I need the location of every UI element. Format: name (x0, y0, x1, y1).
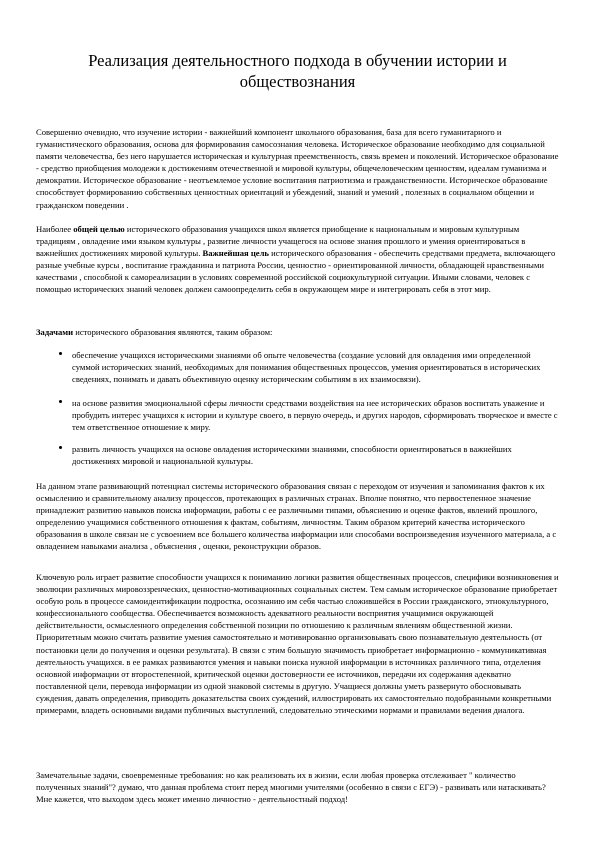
list-item-text: на основе развития эмоциональной сферы личности средствами воздействия на нее исторических образов воспитать уважение и пробудить интерес учащихся к истории и культуре своего, в первую очередь, и других народов, сформировать творческое и вместе с тем ответственное отношение к миру. (72, 398, 558, 433)
paragraph-tasks-heading (36, 326, 560, 338)
list-item-text: развить личность учащихся на основе овладения историческими знаниями, способности ориентироваться в важнейших достижениях мировой и национальной культуры. (72, 444, 512, 467)
paragraph-key-role: Ключевую роль играет развитие способности учащихся к пониманию логики развития общественных процессов, специфики возникновения и эволюции различных мировоззренческих, ценностно-мотивационных социальных систем. Тем самым историческое образование приобретает особую роль в процессе самоидентификации подростка, осознанию им себя частью сложившейся в России гражданского, этнокультурного, конфессионального сообщества. Обеспечивается возможность адекватного реальности восприятия учащимися окружающей действительности, осмысленного определения собственной позиции по отношению к различным явлениям общественной жизни. Приоритетным можно считать развитие умения самостоятельно и мотивированно организовывать свою познавательную деятельность (от постановки цели до получения и оценки результата). В связи с этим большую значимость приобретает информационно - коммуникативная деятельность учащихся. в ее рамках развиваются умения и навыки поиска нужной информации в источниках различного типа, отделения основной информации от второстепенной, критической оценки достоверности ее источников, передачи их содержания адекватно поставленной цели, перевода информации из одной знаковой системы в другую. Учащиеся должны уметь развернуто обосновывать суждения, давать определения, приводить доказательства своих суждений, иллюстрировать их самостоятельно подобранными конкретными примерами, владеть основными видами публичных выступлений, следовательно этическими нормами и правилами ведения диалога. (36, 572, 559, 716)
tasks-rest: исторического образования являются, таким образом: (73, 327, 273, 337)
tasks-bold: Задачами (36, 327, 74, 337)
paragraph-development: На данном этапе развивающий потенциал системы исторического образования связан с переходом от изучения и запоминания фактов к их осмыслению и сравнительному анализу процессов, протекающих в различных странах. Вполне понятно, что первостепенное значение принадлежит развитию навыков поиска информации, работы с ее различными типами, объяснению и оценке фактов, явлений прошлого, определению учащимися собственного отношения к фактам, событиям, личностям. Таким образом критерий качества исторического образования в школе связан не с усвоением все большего количества информации или способами воспроизведения изученного материала, а с овладением навыками анализа , объяснения , оценки, реконструкции образов. (36, 481, 557, 552)
goals-bold-general-goal: общей целью (73, 224, 125, 234)
paragraph-goals (36, 223, 560, 296)
goals-text-3: исторического образования - обеспечить средствами предмета, включающего разные учебные курсы , воспитание гражданина и патриота России, ценностно - ориентированной личности, обладающей нравственными качествами , способной к самореализации в условиях современной российской социокультурной ситуации. Иными словами, человек с помощью исторических знаний человек должен самоопределить себя в окружающем мире и интегрировать себя в этот мир. (36, 248, 556, 295)
bullet-icon (59, 446, 62, 449)
goals-bold-main-goal: Важнейшая цель (202, 248, 269, 259)
paragraph-conclusion: Замечательные задачи, своевременные требования: но как реализовать их в жизни, если любая проверка отслеживает " количество полученных знаний"? думаю, что данная проблема стоит перед многими учителями (особенно в связи с ЕГЭ) - развивать или натаскивать? Мне кажется, что выходом здесь может именно личностно - деятельностный подход! (36, 770, 546, 805)
paragraph-intro: Совершенно очевидно, что изучение истории - важнейший компонент школьного образования, база для всего гуманитарного и гуманистического образования, основа для формирования самосознания человека. Историческое образование необходимо для социальной памяти человечества, без него нарушается историческая и культурная преемственность, связь времен и поколений. Историческое образование - средство приобщения молодежи к достижениям отечественной и мировой культуры, общечеловеческим ценностям, идеалам гуманизма и демократии. Историческое образование - неотъемлемое условие воспитания патриотизма и гражданственности. Историческое образование способствует формированию собственных ценностных ориентаций и убеждений, знаний и умений , полезных в социальном общении и гражданском поведении . (36, 127, 559, 210)
goals-text-2: исторического образования учащихся школ является приобщение к национальным и мировым культурным традициям , овладение ими языком культуры , развитие личности учащегося на основе знания прошлого и умения ориентироваться в важнейших достижениях мировой культуры. (36, 224, 526, 259)
document-title: Реализация деятельностного подхода в обучении истории и обществознания (88, 51, 507, 91)
bullet-icon (59, 400, 62, 403)
list-item-text: обеспечение учащихся историческими знаниями об опыте человечества (создание условий для овладения ими определенной суммой исторических знаний, необходимых для понимания общественных процессов, умения ориентироваться в исторических сведениях, понимать и давать объективную оценку историческим событиям в их взаимосвязи). (72, 350, 541, 385)
bullet-icon (59, 352, 62, 355)
goals-text-1: Наиболее (36, 224, 74, 234)
